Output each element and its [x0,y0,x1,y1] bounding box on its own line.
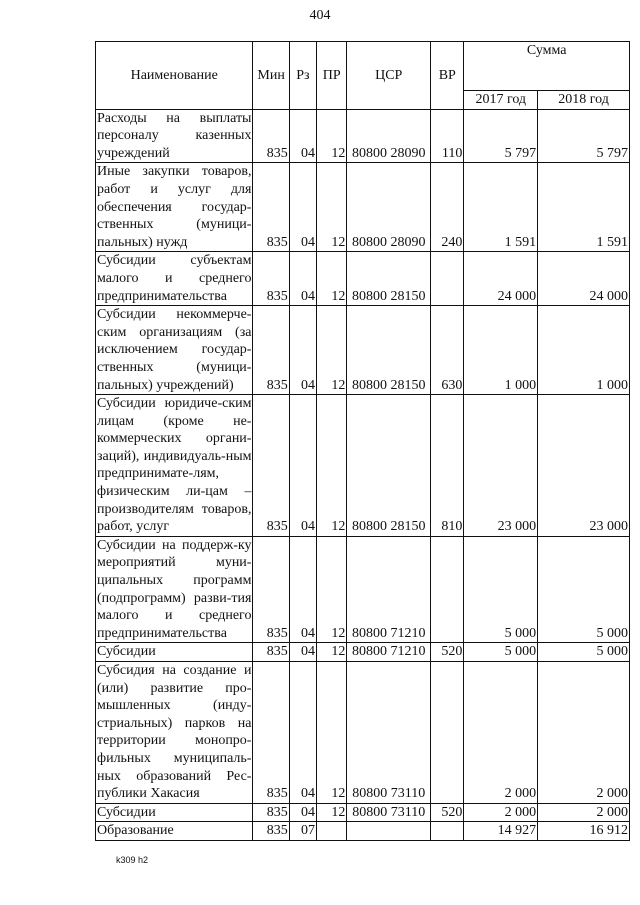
table-row [96,306,630,395]
row-pr: 12 [317,803,347,822]
row-sum-2018: 1 591 [538,163,630,252]
row-rz: 04 [289,252,316,306]
row-pr: 12 [317,109,347,163]
row-sum-2017: 5 797 [464,109,538,163]
row-sum-2018: 5 797 [538,109,630,163]
row-vr: 110 [431,109,464,163]
table-row [96,395,630,537]
row-vr: 520 [431,643,464,662]
row-pr: 12 [317,306,347,395]
row-vr: 630 [431,306,464,395]
table-row [96,803,630,822]
row-min: 835 [253,822,289,841]
row-name: Субсидии [96,803,253,822]
table-row [96,252,630,306]
header-pr: ПР [317,42,347,110]
row-sum-2017: 1 591 [464,163,538,252]
page-number: 404 [309,8,331,23]
header-vr: ВР [431,42,464,110]
row-csr: 80800 28150 [347,252,431,306]
row-min: 835 [253,536,289,643]
row-sum-2017: 5 000 [464,536,538,643]
budget-table [95,41,630,841]
header-min: Мин [253,42,289,110]
row-csr: 80800 71210 [347,643,431,662]
row-name: Субсидии юридиче-ским лицам (кроме не-коммерческих органи-заций), индивидуаль-ным предпринимате-лям, физическим ли-цам – производителям товаров, работ, услуг [96,395,253,537]
row-name: Субсидии субъектам малого и среднего предпринимательства [96,252,253,306]
row-name: Образование [96,822,253,841]
row-csr: 80800 73110 [347,662,431,804]
row-rz: 04 [289,109,316,163]
row-pr [317,822,347,841]
row-sum-2018: 16 912 [538,822,630,841]
header-year-2017: 2017 год [464,91,538,110]
row-sum-2018: 5 000 [538,643,630,662]
row-name: Субсидии на поддерж-ку мероприятий муни-ципальных программ (подпрограмм) разви-тия малого и среднего предпринимательства [96,536,253,643]
row-vr: 240 [431,163,464,252]
table-row [96,163,630,252]
row-name: Расходы на выплаты персоналу казенных учреждений [96,109,253,163]
row-sum-2018: 1 000 [538,306,630,395]
row-vr [431,252,464,306]
row-sum-2017: 24 000 [464,252,538,306]
row-min: 835 [253,306,289,395]
row-pr: 12 [317,536,347,643]
table-row [96,822,630,841]
row-sum-2017: 14 927 [464,822,538,841]
header-csr: ЦСР [347,42,431,110]
row-csr: 80800 28150 [347,395,431,537]
row-name: Субсидии некоммерче-ским организациям (за исключением государ-ственных (муници-пальных) учреждений) [96,306,253,395]
row-csr: 80800 28090 [347,163,431,252]
row-sum-2018: 23 000 [538,395,630,537]
row-csr: 80800 71210 [347,536,431,643]
row-sum-2017: 23 000 [464,395,538,537]
row-vr [431,536,464,643]
row-min: 835 [253,395,289,537]
row-pr: 12 [317,662,347,804]
row-vr: 520 [431,803,464,822]
row-sum-2017: 2 000 [464,803,538,822]
row-pr: 12 [317,252,347,306]
row-sum-2018: 24 000 [538,252,630,306]
footer-code: k309 h2 [116,855,149,865]
header-rz: Рз [289,42,316,110]
row-sum-2018: 5 000 [538,536,630,643]
row-rz: 04 [289,662,316,804]
row-rz: 04 [289,643,316,662]
row-min: 835 [253,252,289,306]
row-rz: 07 [289,822,316,841]
row-name: Субсидии [96,643,253,662]
row-rz: 04 [289,306,316,395]
row-name: Иные закупки товаров, работ и услуг для обеспечения государ-ственных (муници-пальных) нужд [96,163,253,252]
row-vr [431,662,464,804]
row-sum-2017: 1 000 [464,306,538,395]
header-row [96,42,630,91]
row-min: 835 [253,163,289,252]
row-pr: 12 [317,643,347,662]
row-rz: 04 [289,395,316,537]
row-csr: 80800 73110 [347,803,431,822]
row-rz: 04 [289,536,316,643]
row-csr: 80800 28090 [347,109,431,163]
row-min: 835 [253,109,289,163]
header-name: Наименование [96,42,253,110]
header-sum: Сумма [464,42,630,91]
row-rz: 04 [289,163,316,252]
table-row [96,109,630,163]
row-name: Субсидия на создание и (или) развитие про-мышленных (инду-стриальных) парков на территории монопро-фильных муниципаль-ных образований Рес-публики Хакасия [96,662,253,804]
header-year-2018: 2018 год [538,91,630,110]
row-csr: 80800 28150 [347,306,431,395]
row-sum-2017: 2 000 [464,662,538,804]
row-pr: 12 [317,395,347,537]
row-sum-2017: 5 000 [464,643,538,662]
table-row [96,643,630,662]
row-rz: 04 [289,803,316,822]
table-row [96,662,630,804]
table-row [96,536,630,643]
row-sum-2018: 2 000 [538,803,630,822]
row-pr: 12 [317,163,347,252]
row-vr [431,822,464,841]
row-min: 835 [253,662,289,804]
row-vr: 810 [431,395,464,537]
row-sum-2018: 2 000 [538,662,630,804]
row-min: 835 [253,643,289,662]
row-csr [347,822,431,841]
row-min: 835 [253,803,289,822]
